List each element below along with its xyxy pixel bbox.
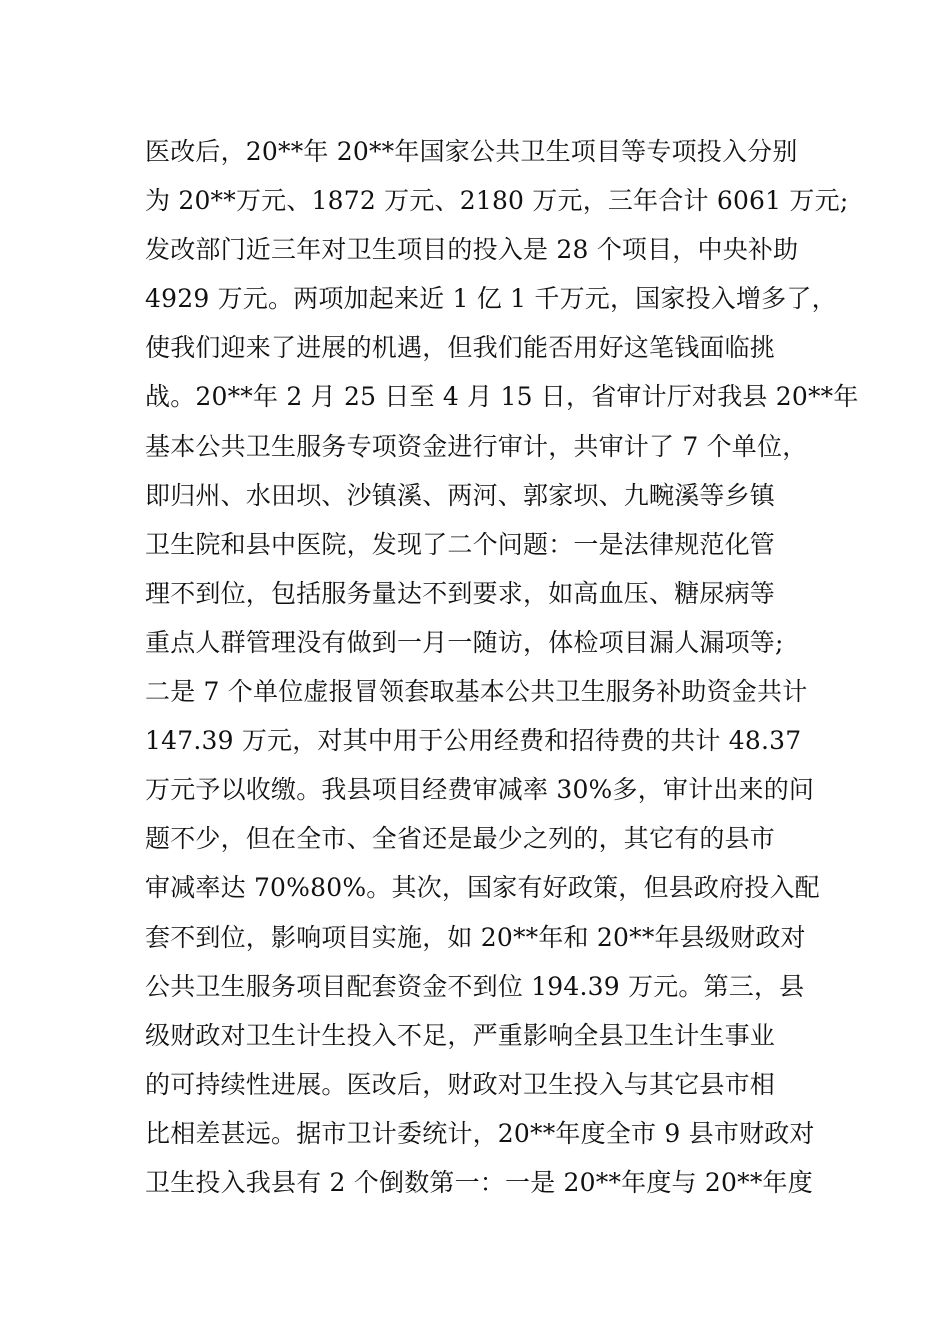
text-line-5: 使我们迎来了进展的机遇，但我们能否用好这笔钱面临挑 <box>145 333 776 363</box>
text-line-15: 题不少，但在全市、全省还是最少之列的，其它有的县市 <box>145 824 776 854</box>
text-line-17: 套不到位，影响项目实施，如 20**年和 20**年县级财政对 <box>145 922 806 952</box>
text-line-8: 即归州、水田坝、沙镇溪、两河、郭家坝、九畹溪等乡镇 <box>145 480 776 510</box>
text-line-9: 卫生院和县中医院，发现了二个问题：一是法律规范化管 <box>145 529 776 559</box>
text-line-1: 医改后，20**年 20**年国家公共卫生项目等专项投入分别 <box>145 137 798 166</box>
body-paragraph <box>145 127 859 1207</box>
text-line-6: 战。20**年 2 月 25 日至 4 月 15 日，省审计厅对我县 20**年 <box>145 382 859 412</box>
text-line-21: 比相差甚远。据市卫计委统计，20**年度全市 9 县市财政对 <box>145 1118 815 1148</box>
text-line-19: 级财政对卫生计生投入不足，严重影响全县卫生计生事业 <box>145 1020 776 1050</box>
text-line-13: 147.39 万元，对其中用于公用经费和招待费的共计 48.37 <box>145 726 802 756</box>
text-line-4: 4929 万元。两项加起来近 1 亿 1 千万元，国家投入增多了， <box>145 284 837 314</box>
text-line-3: 发改部门近三年对卫生项目的投入是 28 个项目，中央补助 <box>145 235 799 265</box>
text-line-7: 基本公共卫生服务专项资金进行审计，共审计了 7 个单位， <box>145 431 808 461</box>
text-line-2: 为 20**万元、1872 万元、2180 万元，三年合计 6061 万元; <box>145 186 849 216</box>
text-line-16: 审减率达 70%80%。其次，国家有好政策，但县政府投入配 <box>145 873 820 903</box>
text-line-10: 理不到位，包括服务量达不到要求，如高血压、糖尿病等 <box>145 578 776 608</box>
text-line-18: 公共卫生服务项目配套资金不到位 194.39 万元。第三，县 <box>145 971 805 1001</box>
text-line-20: 的可持续性进展。医改后，财政对卫生投入与其它县市相 <box>145 1069 776 1099</box>
text-line-12: 二是 7 个单位虚报冒领套取基本公共卫生服务补助资金共计 <box>145 677 808 707</box>
text-line-14: 万元予以收缴。我县项目经费审减率 30%多，审计出来的问 <box>145 775 815 805</box>
text-line-22: 卫生投入我县有 2 个倒数第一：一是 20**年度与 20**年度 <box>145 1167 813 1197</box>
text-line-11: 重点人群管理没有做到一月一随访，体检项目漏人漏项等; <box>145 627 784 657</box>
